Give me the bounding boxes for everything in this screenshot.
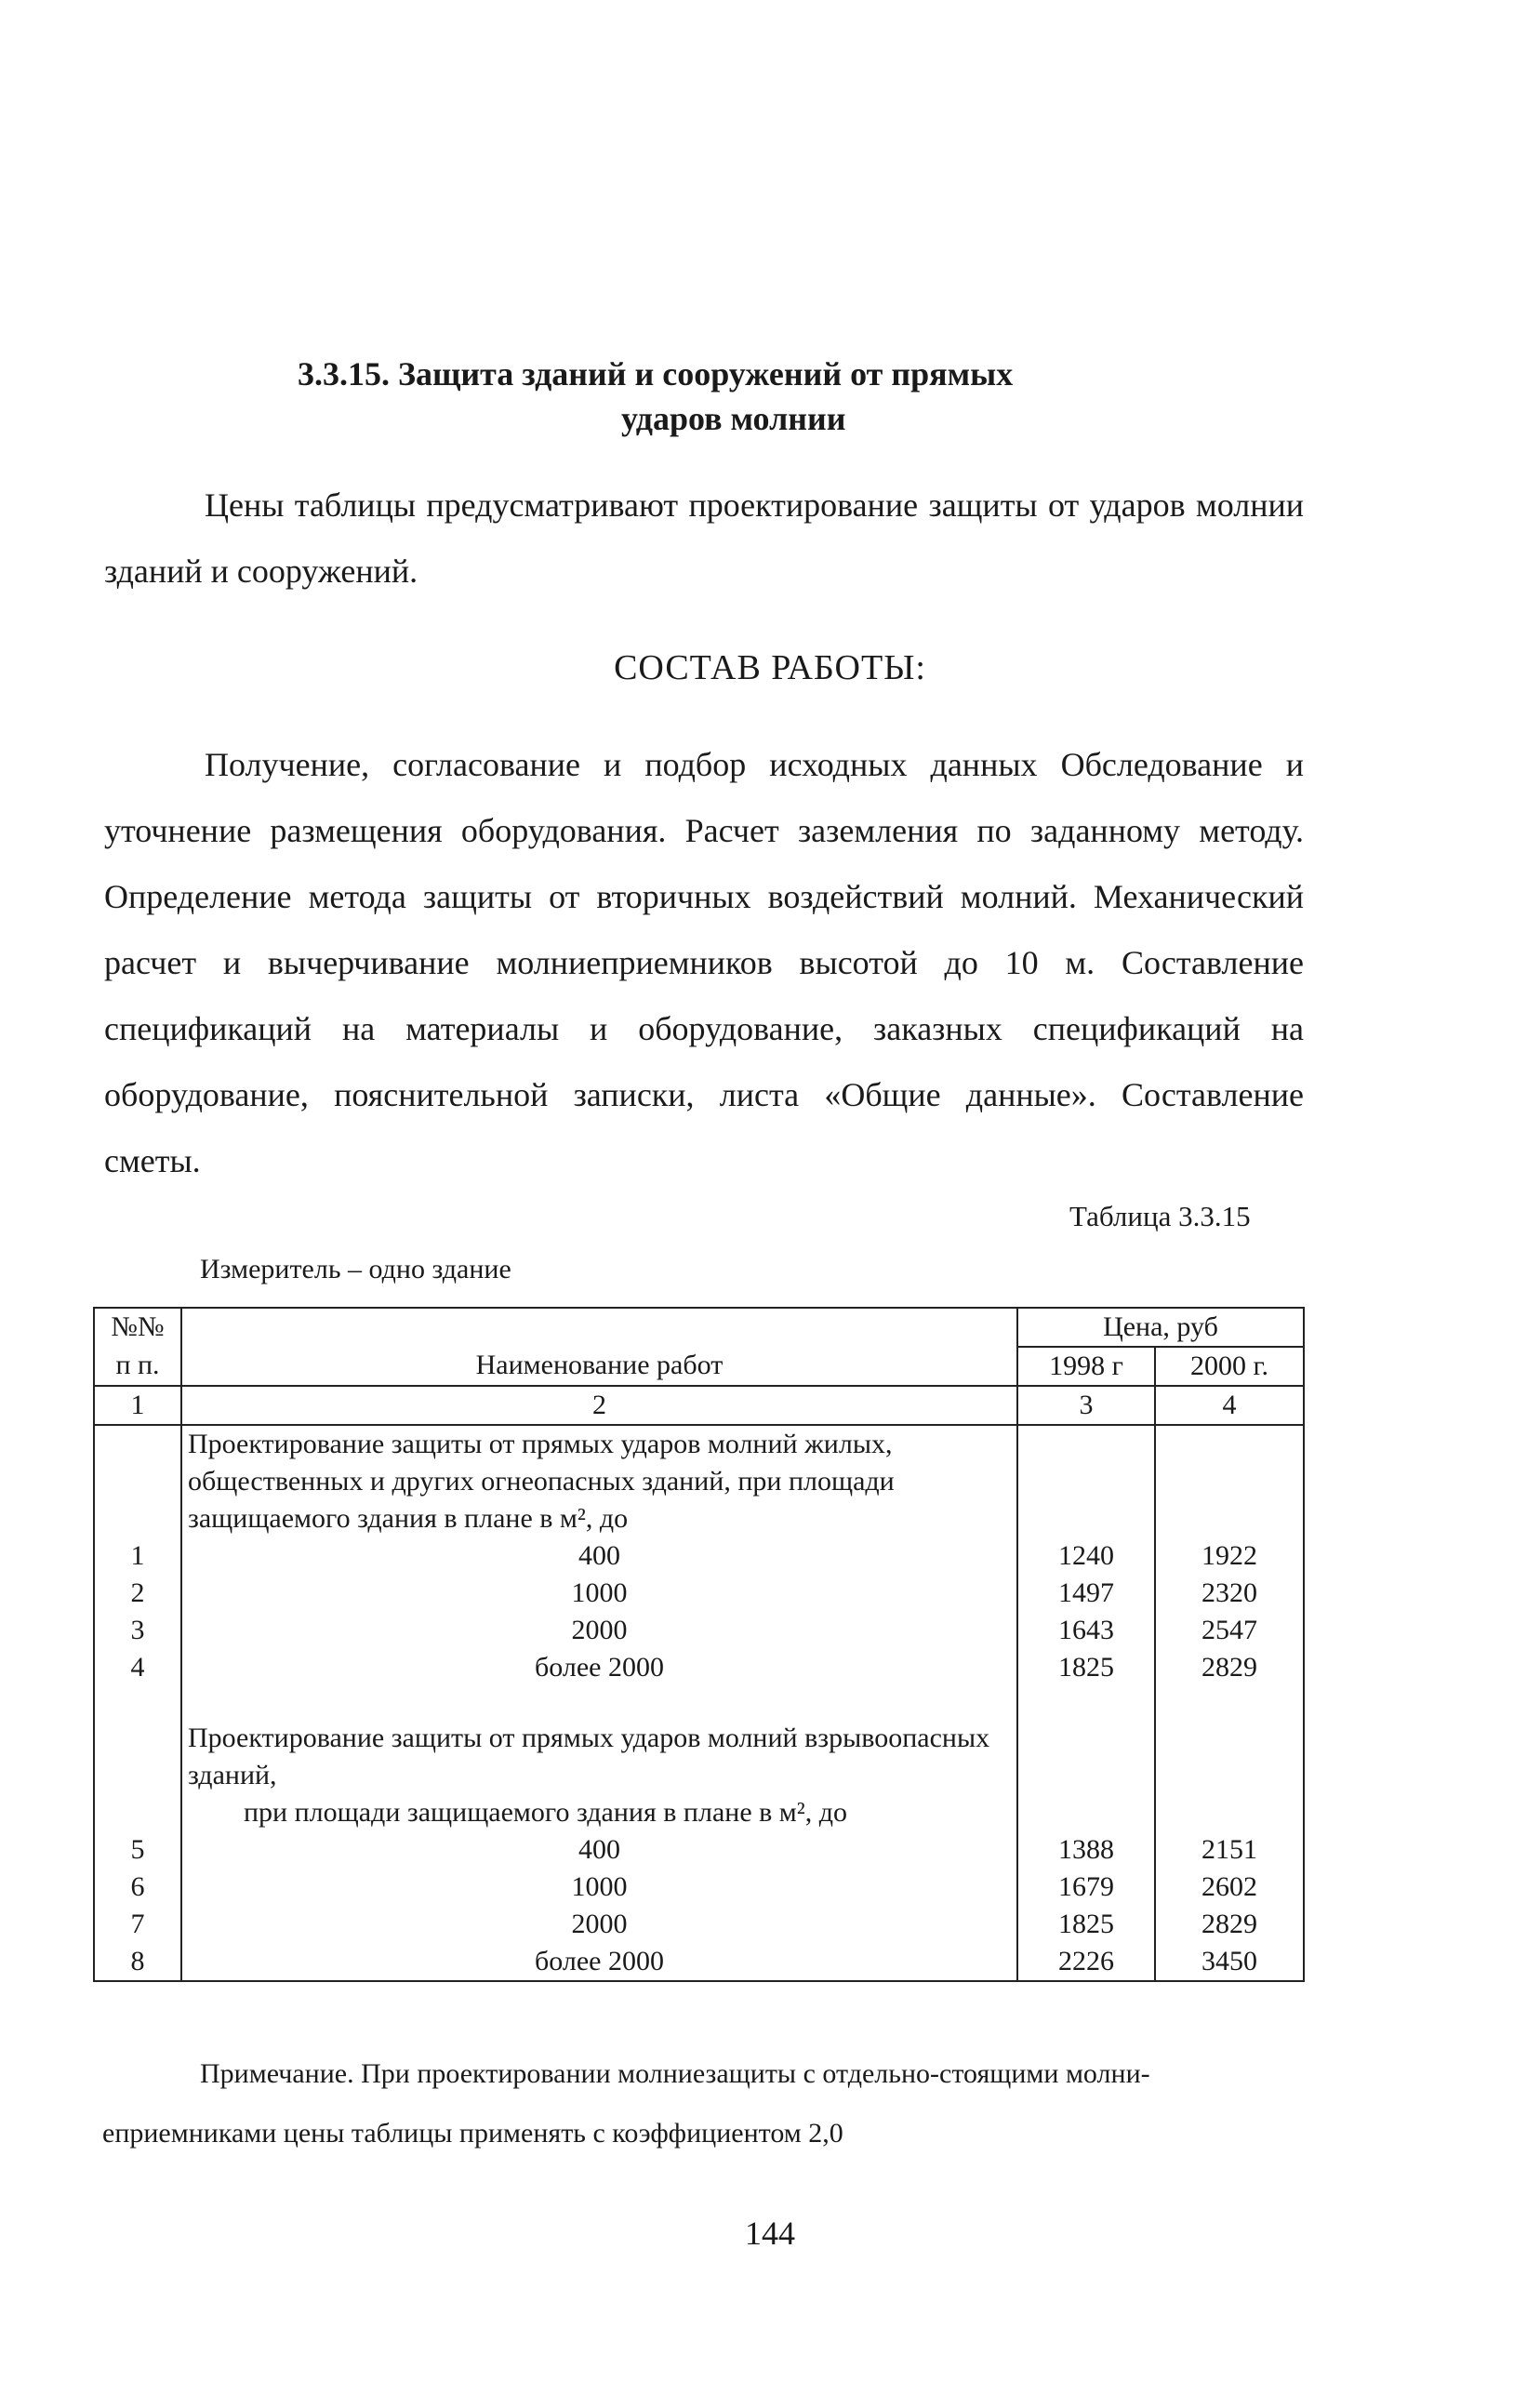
row-price-2000: 2547	[1155, 1612, 1304, 1649]
row-area: 2000	[181, 1612, 1017, 1649]
group-2-description-line-2: при площади защищаемого здания в плане в м², до	[244, 1797, 848, 1828]
row-area: более 2000	[181, 1649, 1017, 1686]
measure-label: Измеритель – одно здание	[200, 1254, 511, 1284]
row-number: 3	[94, 1612, 181, 1649]
row-price-1998: 1388	[1017, 1831, 1155, 1869]
column-number: 2	[181, 1386, 1017, 1425]
row-price-1998: 1679	[1017, 1869, 1155, 1906]
composition-paragraph: Получение, согласование и подбор исходных данных Обследование и уточнение размещения оборудования. Расчет заземления по заданному методу. Определение метода защиты от вторичных воздействий молний. Механический расчет и вычерчивание молниеприемников высотой до 10 м. Составление спецификаций на материалы и оборудование, заказных спецификаций на оборудование, пояснительной записки, листа «Общие данные». Составление сметы.	[104, 746, 1304, 1179]
intro-paragraph: Цены таблицы предусматривают проектирование защиты от ударов молнии зданий и сооружений.	[104, 486, 1304, 590]
table-row	[94, 1612, 1304, 1649]
row-area: 1000	[181, 1575, 1017, 1612]
table-number: Таблица 3.3.15	[1069, 1200, 1251, 1232]
column-number: 1	[94, 1386, 181, 1425]
table-spacer-row	[94, 1686, 1304, 1720]
group-1-description: Проектирование защиты от прямых ударов молний жилых, общественных и других огнеопасных зданий, при площади защищаемого здания в плане в м², до	[181, 1425, 1017, 1537]
table-note	[102, 2044, 1305, 2163]
row-area: 400	[181, 1537, 1017, 1575]
table-row	[94, 1649, 1304, 1686]
row-number: 1	[94, 1537, 181, 1575]
row-price-1998: 1825	[1017, 1906, 1155, 1943]
header-num-line-1: №№	[94, 1308, 181, 1347]
page-number: 144	[745, 2215, 795, 2252]
table-header-row	[94, 1308, 1304, 1347]
header-year-2000: 2000 г.	[1155, 1347, 1304, 1386]
table-row	[94, 1537, 1304, 1575]
row-number: 8	[94, 1943, 181, 1981]
row-area: 1000	[181, 1869, 1017, 1906]
row-number: 7	[94, 1906, 181, 1943]
group-2-description	[181, 1720, 1017, 1831]
row-number: 5	[94, 1831, 181, 1869]
note-line-1: Примечание. При проектировании молниезащиты с отдельно-стоящими молни-	[200, 2058, 1150, 2089]
group-2-description-row	[94, 1720, 1304, 1831]
header-num-line-2: п п.	[94, 1347, 181, 1386]
section-title	[298, 352, 1135, 441]
header-price: Цена, руб	[1017, 1308, 1304, 1347]
table-row	[94, 1943, 1304, 1981]
row-price-2000: 2320	[1155, 1575, 1304, 1612]
row-price-2000: 1922	[1155, 1537, 1304, 1575]
column-number: 4	[1155, 1386, 1304, 1425]
note-line-2: еприемниками цены таблицы применять с коэффициентом 2,0	[102, 2118, 843, 2149]
row-number: 2	[94, 1575, 181, 1612]
header-name-spacer	[181, 1308, 1017, 1347]
table-row	[94, 1906, 1304, 1943]
table-header-row-2	[94, 1347, 1304, 1386]
column-number: 3	[1017, 1386, 1155, 1425]
row-price-2000: 2829	[1155, 1649, 1304, 1686]
section-title-line-1: 3.3.15. Защита зданий и сооружений от прямых	[298, 355, 1014, 393]
row-area: 400	[181, 1831, 1017, 1869]
row-price-2000: 3450	[1155, 1943, 1304, 1981]
group-2-description-line-1: Проектирование защиты от прямых ударов молний взрывоопасных зданий,	[188, 1723, 990, 1790]
row-price-1998: 1825	[1017, 1649, 1155, 1686]
row-area: более 2000	[181, 1943, 1017, 1981]
row-price-2000: 2602	[1155, 1869, 1304, 1906]
row-price-1998: 2226	[1017, 1943, 1155, 1981]
header-year-1998: 1998 г	[1017, 1347, 1155, 1386]
price-table	[93, 1307, 1305, 1982]
composition-heading: СОСТАВ РАБОТЫ:	[614, 648, 926, 687]
table-row	[94, 1575, 1304, 1612]
group-1-description-row	[94, 1425, 1304, 1537]
table-row	[94, 1831, 1304, 1869]
section-title-line-2: ударов молнии	[621, 400, 846, 437]
row-area: 2000	[181, 1906, 1017, 1943]
table-row	[94, 1869, 1304, 1906]
row-price-1998: 1497	[1017, 1575, 1155, 1612]
row-number: 6	[94, 1869, 181, 1906]
row-price-2000: 2829	[1155, 1906, 1304, 1943]
row-number: 4	[94, 1649, 181, 1686]
header-name: Наименование работ	[181, 1347, 1017, 1386]
column-number-row	[94, 1386, 1304, 1425]
row-price-2000: 2151	[1155, 1831, 1304, 1869]
row-price-1998: 1643	[1017, 1612, 1155, 1649]
row-price-1998: 1240	[1017, 1537, 1155, 1575]
